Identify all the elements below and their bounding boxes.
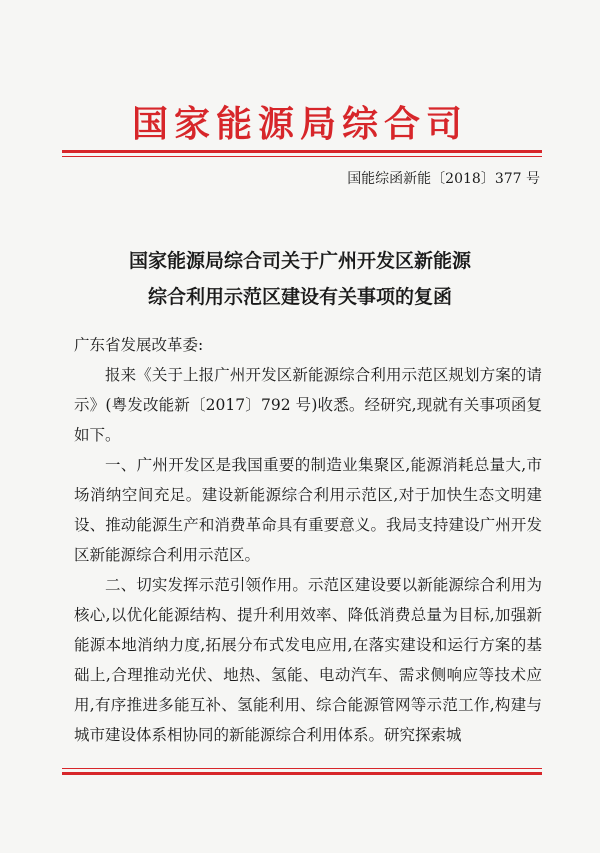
document-title-line-2: 综合利用示范区建设有关事项的复函 bbox=[147, 286, 452, 308]
paragraph-intro bbox=[74, 360, 542, 450]
paragraph-text: 二、切实发挥示范引领作用。示范区建设要以新能源综合利用为核心,以优化能源结构、提升利用效率、降低消费总量为目标,加强新能源本地消纳力度,拓展分布式发电应用,在落实建设和运行方案的基础上,合理推动光伏、地热、氢能、电动汽车、需求侧响应等技术应用,有序推进多能互补、氢能利用、综合能源管网等示范工作,构建与城市建设体系相协同的新能源综合利用体系。研究探索城 bbox=[74, 576, 542, 744]
letterhead-rule-thick bbox=[62, 150, 542, 153]
paragraph-point-1 bbox=[74, 450, 542, 570]
paragraph-point-2 bbox=[74, 570, 542, 750]
footer-rule-thick bbox=[62, 772, 542, 775]
footer-rule-thin bbox=[62, 768, 542, 769]
salutation: 广东省发展改革委: bbox=[74, 336, 204, 354]
paragraph-text: 报来《关于上报广州开发区新能源综合利用示范区规划方案的请示》(粤发改能新〔2017〕792 号)收悉。经研究,现就有关事项函复如下。 bbox=[74, 366, 542, 444]
paragraph-text: 一、广州开发区是我国重要的制造业集聚区,能源消耗总量大,市场消纳空间充足。建设新能源综合利用示范区,对于加快生态文明建设、推动能源生产和消费革命具有重要意义。我局支持建设广州开发区新能源综合利用示范区。 bbox=[74, 456, 542, 564]
letterhead-title: 国家能源局综合司 bbox=[131, 104, 468, 145]
document-number: 国能综函新能〔2018〕377 号 bbox=[347, 171, 540, 187]
document-title-line-1: 国家能源局综合司关于广州开发区新能源 bbox=[128, 250, 471, 272]
letterhead-rule-thin bbox=[62, 156, 542, 157]
